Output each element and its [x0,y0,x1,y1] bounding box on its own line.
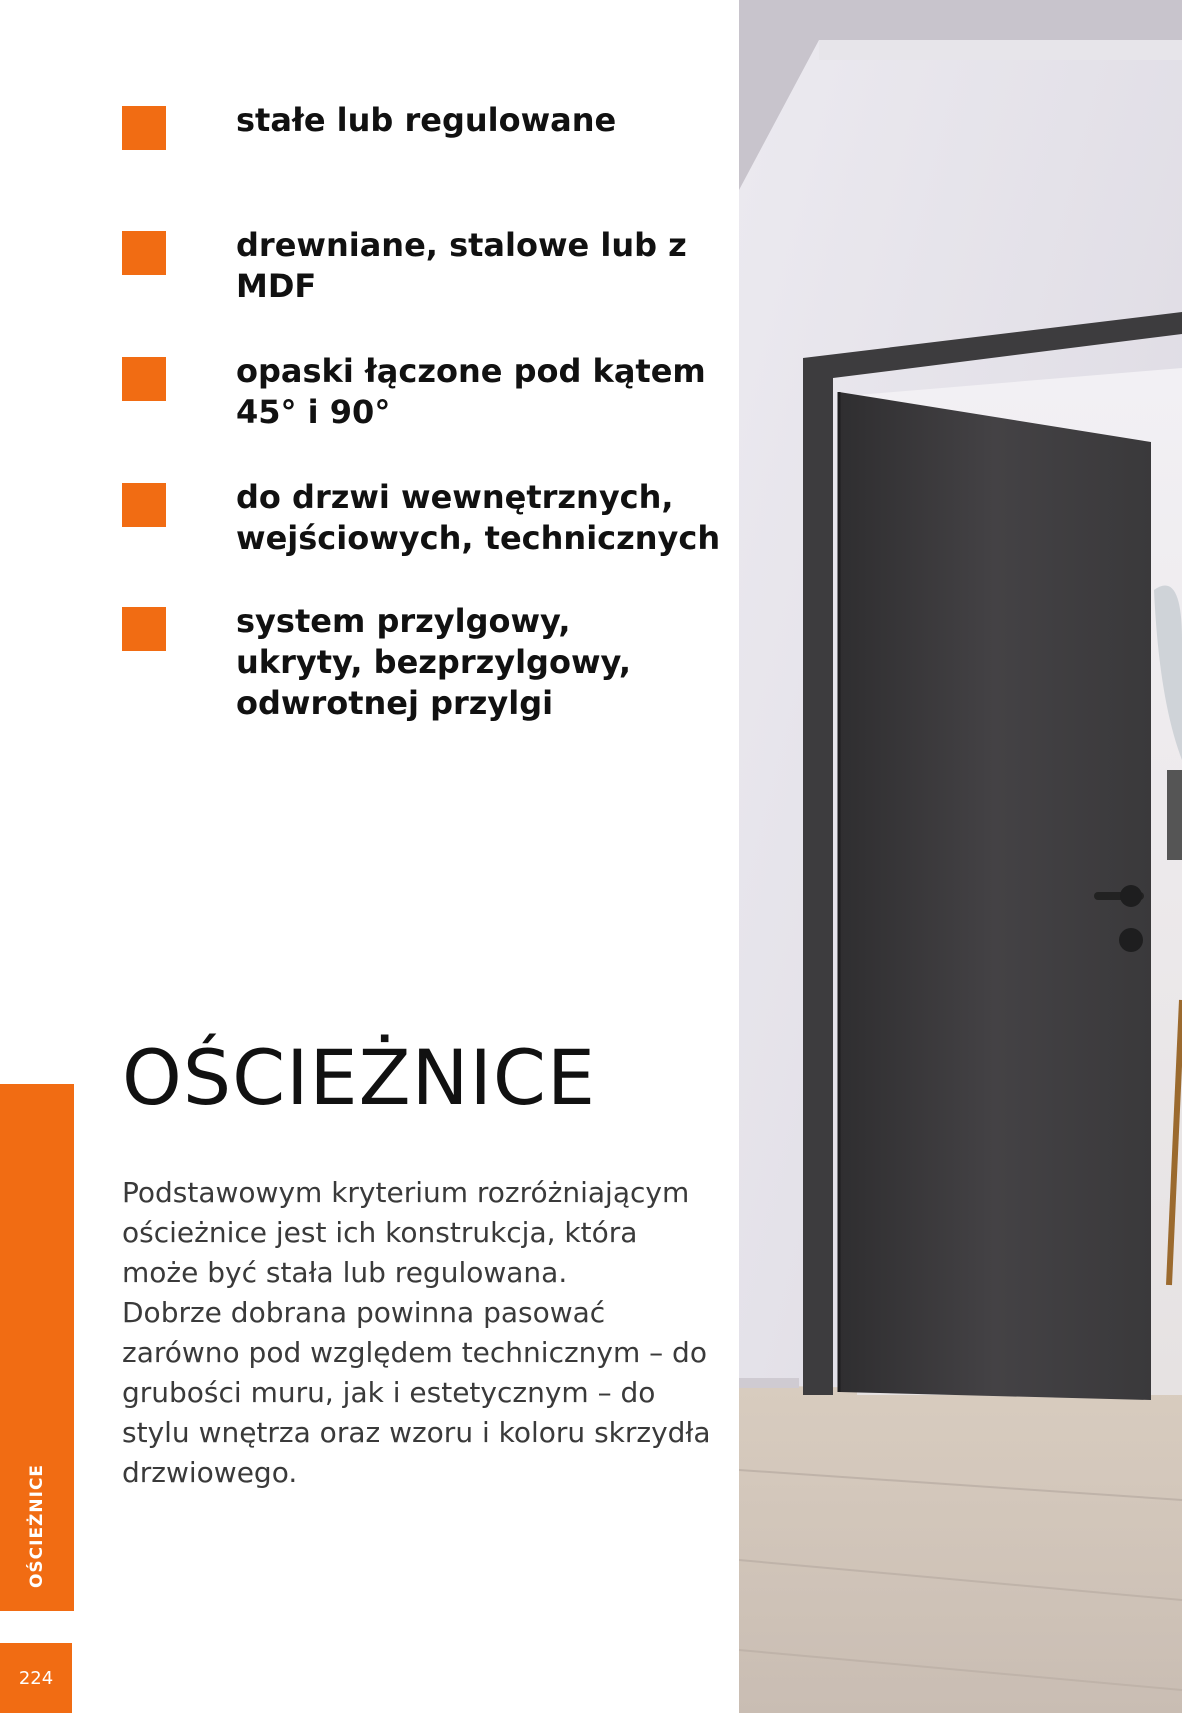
orange-square-icon [122,357,166,401]
feature-text: opaski łączone pod kątem 45° i 90° [236,352,706,431]
side-tab-label: OŚCIEŻNICE [27,1463,47,1589]
body-paragraph: Podstawowym kryterium rozróżniającym ościeżnice jest ich konstrukcja, która może być stała lub regulowana. [122,1176,690,1289]
feature-text: stałe lub regulowane [236,101,617,139]
feature-text: drewniane, stalowe lub z MDF [236,226,687,305]
feature-item [122,477,756,559]
feature-item [122,225,756,307]
feature-text: do drzwi wewnętrznych, wejściowych, technicznych [236,478,721,557]
body-paragraph: Dobrze dobrana powinna pasować zarówno pod względem technicznym – do grubości muru, jak i estetycznym – do stylu wnętrza oraz wzoru i koloru skrzydła drzwiowego. [122,1296,711,1489]
feature-item [122,351,706,433]
orange-square-icon [122,483,166,527]
orange-square-icon [122,231,166,275]
section-side-tab [0,1084,74,1611]
orange-square-icon [122,607,166,651]
orange-square-icon [122,106,166,150]
door-illustration [739,0,1182,1713]
door-photo [739,0,1182,1713]
feature-text: system przylgowy, ukryty, bezprzylgowy, odwrotnej przylgi [236,602,632,722]
page-title: OŚCIEŻNICE [122,1033,596,1122]
body-text [122,1173,712,1493]
feature-item [122,601,706,724]
page-number: 224 [0,1643,72,1713]
feature-item [122,100,756,150]
